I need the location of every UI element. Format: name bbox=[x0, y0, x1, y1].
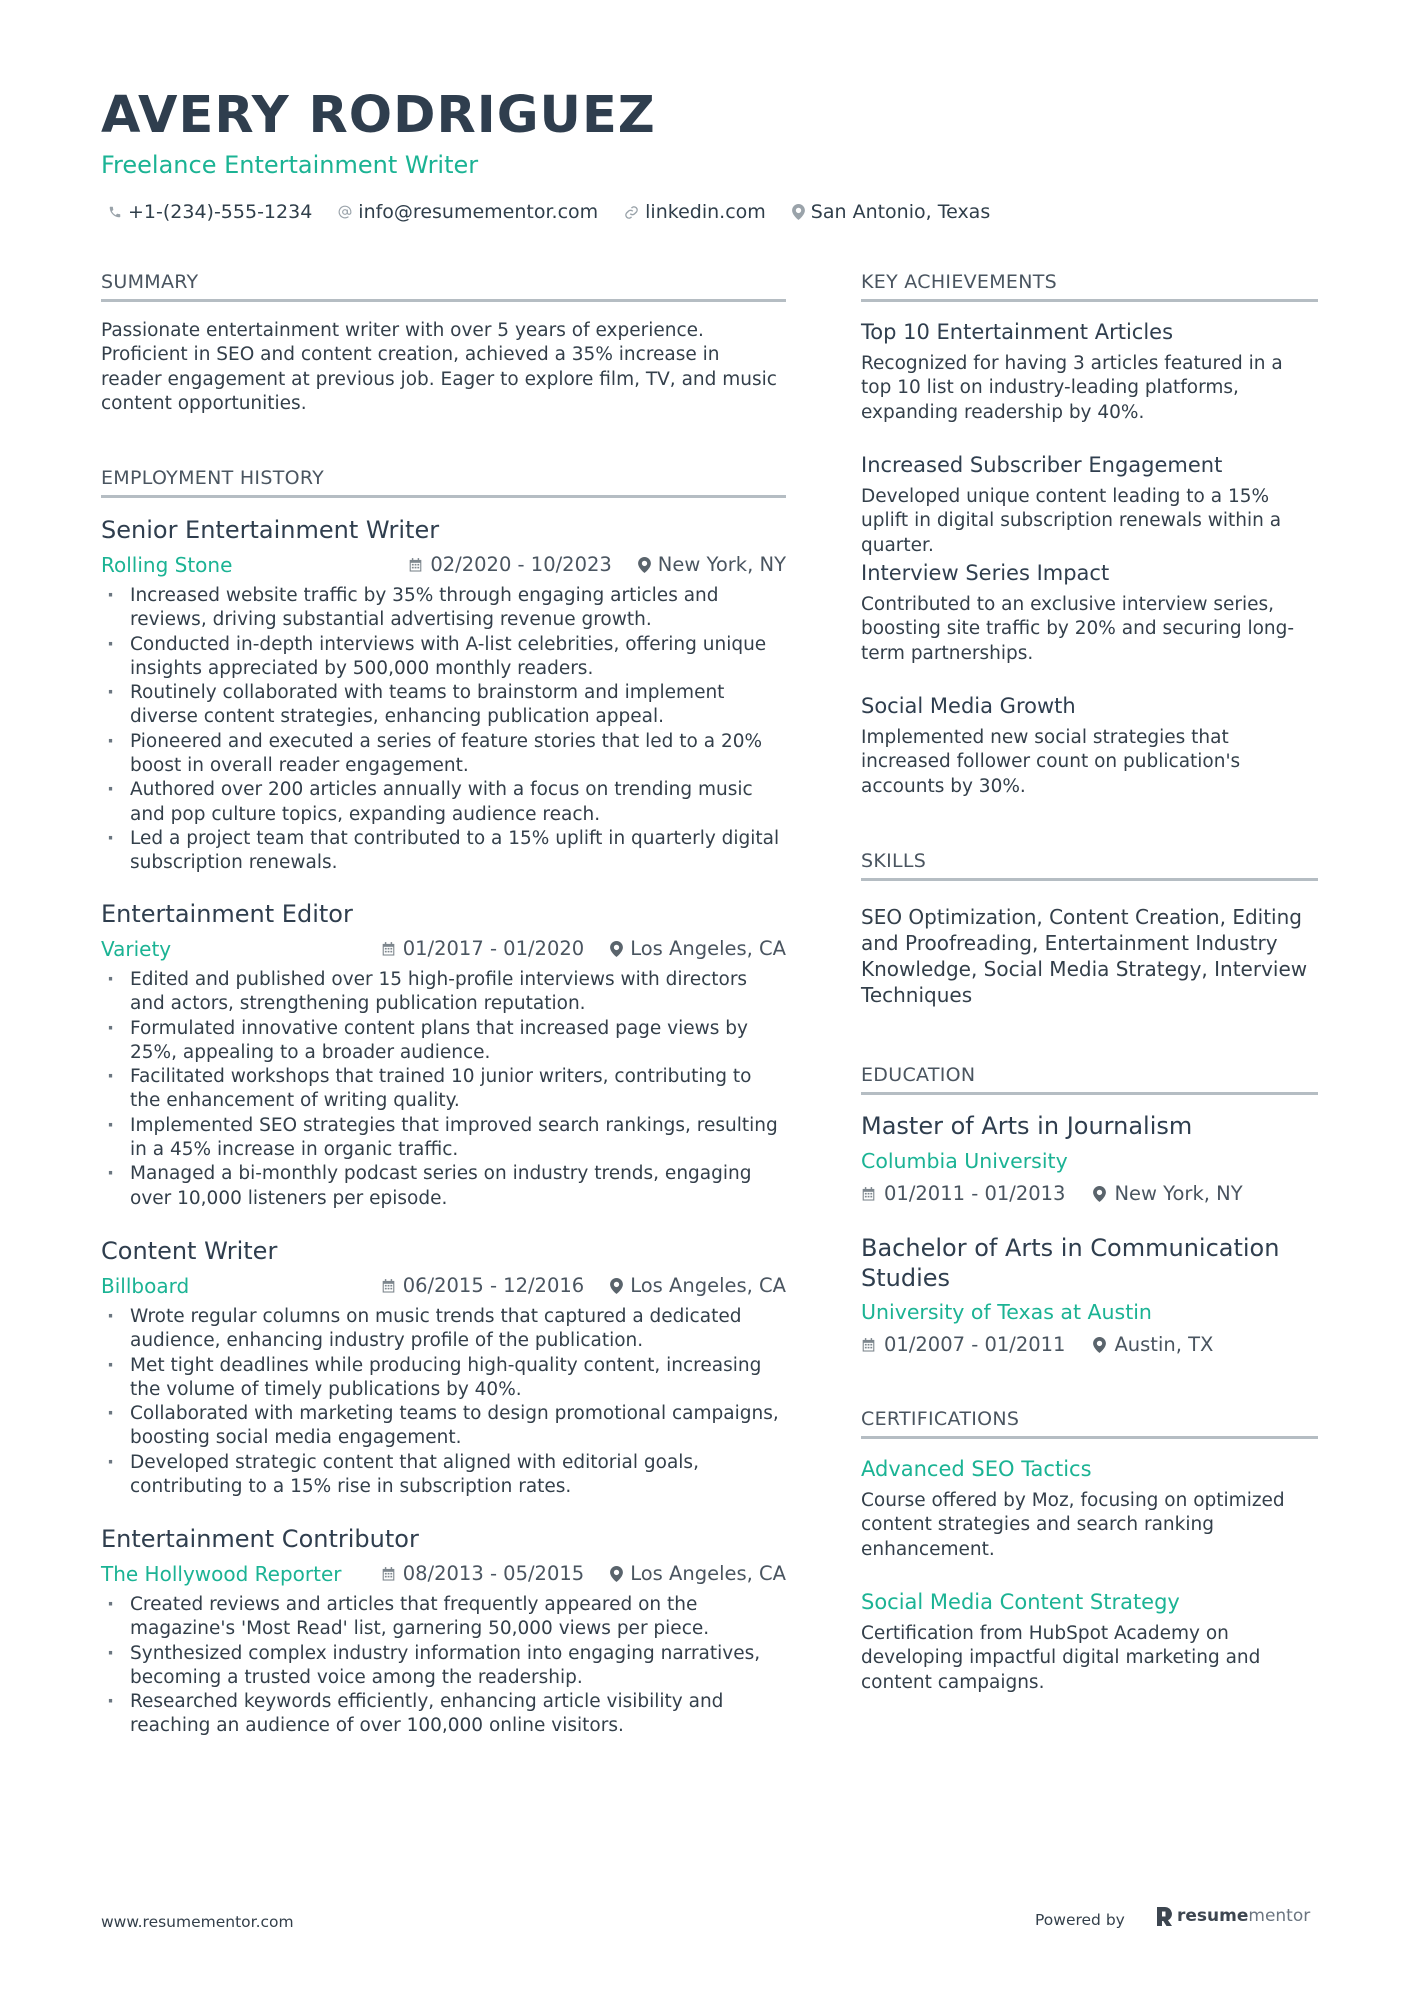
job-company: The Hollywood Reporter bbox=[101, 1562, 342, 1586]
calendar-icon bbox=[381, 1278, 396, 1294]
email-text: info@resumementor.com bbox=[358, 201, 599, 223]
job-dates: 08/2013 - 05/2015 bbox=[402, 1562, 585, 1585]
resumementor-logo-icon bbox=[1157, 1907, 1172, 1926]
skills-text: SEO Optimization, Content Creation, Editing and Proofreading, Entertainment Industry Knowledge, Social Media Strategy, Interview Techniques bbox=[861, 905, 1308, 1007]
achievements-heading: KEY ACHIEVEMENTS bbox=[861, 270, 1318, 302]
location-text: San Antonio, Texas bbox=[810, 201, 991, 223]
list-item: · Routinely collaborated with teams to brainstorm and implement diverse content strategies, enhancing publication appeal. bbox=[101, 681, 786, 730]
education-degree: Bachelor of Arts in Communication Studies bbox=[861, 1234, 1280, 1292]
list-item: · Increased website traffic by 35% through engaging articles and reviews, driving substantial advertising revenue growth. bbox=[101, 584, 786, 633]
achievement-title: Top 10 Entertainment Articles bbox=[861, 320, 1174, 344]
contact-phone[interactable] bbox=[108, 199, 312, 225]
list-item: · Researched keywords efficiently, enhancing article visibility and reaching an audience of over 100,000 online visitors. bbox=[101, 1690, 786, 1739]
map-pin-icon bbox=[1093, 1337, 1106, 1353]
achievement-title: Social Media Growth bbox=[861, 694, 1076, 718]
powered-by-label: Powered by bbox=[1035, 1911, 1125, 1929]
list-item: · Wrote regular columns on music trends that captured a dedicated audience, enhancing industry profile of the publication. bbox=[101, 1305, 786, 1354]
certification-desc: Certification from HubSpot Academy on developing impactful digital marketing and content campaigns. bbox=[861, 1623, 1261, 1693]
list-item: · Met tight deadlines while producing high-quality content, increasing the volume of timely publications by 40%. bbox=[101, 1354, 786, 1403]
phone-text: +1-(234)-555-1234 bbox=[128, 201, 313, 223]
map-pin-icon bbox=[610, 1566, 623, 1582]
education-location: Austin, TX bbox=[1114, 1333, 1214, 1356]
list-item: · Synthesized complex industry information into engaging narratives, becoming a trusted voice among the readership. bbox=[101, 1642, 786, 1691]
education-dates: 01/2011 - 01/2013 bbox=[884, 1182, 1066, 1205]
job-location: Los Angeles, CA bbox=[630, 1274, 786, 1297]
list-item: · Managed a bi-monthly podcast series on industry trends, engaging over 10,000 listeners per episode. bbox=[101, 1162, 786, 1211]
list-item: · Facilitated workshops that trained 10 junior writers, contributing to the enhancement of writing quality. bbox=[101, 1065, 786, 1114]
education-school: Columbia University bbox=[861, 1149, 1068, 1173]
brand-name-bold: resume bbox=[1177, 1906, 1249, 1926]
education-meta bbox=[861, 1180, 1243, 1208]
contact-email[interactable] bbox=[338, 199, 598, 225]
calendar-icon bbox=[381, 1566, 396, 1582]
job-dates: 02/2020 - 10/2023 bbox=[430, 553, 612, 576]
contact-location bbox=[792, 199, 990, 225]
job-bullets bbox=[101, 968, 786, 1211]
education-meta bbox=[861, 1331, 1213, 1359]
candidate-role: Freelance Entertainment Writer bbox=[101, 151, 479, 179]
certification-title: Advanced SEO Tactics bbox=[861, 1457, 1092, 1481]
education-heading: EDUCATION bbox=[861, 1063, 1318, 1095]
contact-linkedin[interactable] bbox=[624, 199, 766, 225]
map-pin-icon bbox=[792, 204, 805, 220]
list-item: · Implemented SEO strategies that improved search rankings, resulting in a 45% increase in organic traffic. bbox=[101, 1114, 786, 1163]
job-location: Los Angeles, CA bbox=[630, 1562, 786, 1585]
summary-text: Passionate entertainment writer with over 5 years of experience. Proficient in SEO and content creation, achieved a 35% increase in reader engagement at previous job. Eager to explore film, TV, and music content opportunities. bbox=[101, 320, 777, 414]
list-item: · Authored over 200 articles annually with a focus on trending music and pop culture topics, expanding audience reach. bbox=[101, 778, 786, 827]
job-location: Los Angeles, CA bbox=[630, 937, 786, 960]
list-item: · Led a project team that contributed to a 15% uplift in quarterly digital subscription renewals. bbox=[101, 827, 786, 876]
calendar-icon bbox=[861, 1337, 876, 1353]
certification-title: Social Media Content Strategy bbox=[861, 1590, 1180, 1614]
skills-heading: SKILLS bbox=[861, 849, 1318, 881]
job-bullets bbox=[101, 1593, 786, 1739]
calendar-icon bbox=[381, 941, 396, 957]
achievement-title: Interview Series Impact bbox=[861, 561, 1110, 585]
map-pin-icon bbox=[610, 1278, 623, 1294]
list-item: · Conducted in-depth interviews with A-list celebrities, offering unique insights appreciated by 500,000 monthly readers. bbox=[101, 633, 786, 682]
footer-url[interactable]: www.resumementor.com bbox=[101, 1913, 294, 1931]
job-meta bbox=[101, 1271, 786, 1301]
list-item: · Collaborated with marketing teams to design promotional campaigns, boosting social media engagement. bbox=[101, 1402, 786, 1451]
job-company: Variety bbox=[101, 937, 172, 961]
job-company: Rolling Stone bbox=[101, 553, 233, 577]
education-school: University of Texas at Austin bbox=[861, 1300, 1152, 1324]
achievement-desc: Developed unique content leading to a 15% uplift in digital subscription renewals within a quarter. bbox=[861, 486, 1282, 556]
certification-desc: Course offered by Moz, focusing on optimized content strategies and search ranking enhancement. bbox=[861, 1490, 1285, 1560]
job-title: Entertainment Editor bbox=[101, 900, 353, 928]
achievement-desc: Contributed to an exclusive interview series, boosting site traffic by 20% and securing long-term partnerships. bbox=[861, 594, 1295, 664]
certifications-heading: CERTIFICATIONS bbox=[861, 1407, 1318, 1439]
candidate-name: AVERY RODRIGUEZ bbox=[101, 86, 656, 145]
job-dates: 01/2017 - 01/2020 bbox=[402, 937, 585, 960]
list-item: · Pioneered and executed a series of feature stories that led to a 20% boost in overall reader engagement. bbox=[101, 730, 786, 779]
job-bullets bbox=[101, 584, 786, 876]
map-pin-icon bbox=[638, 557, 651, 573]
list-item: · Formulated innovative content plans that increased page views by 25%, appealing to a broader audience. bbox=[101, 1017, 786, 1066]
linkedin-text: linkedin.com bbox=[645, 201, 766, 223]
list-item: · Created reviews and articles that frequently appeared on the magazine's 'Most Read' list, garnering 50,000 views per piece. bbox=[101, 1593, 786, 1642]
map-pin-icon bbox=[1093, 1186, 1106, 1202]
education-dates: 01/2007 - 01/2011 bbox=[884, 1333, 1066, 1356]
phone-icon bbox=[108, 205, 122, 219]
job-meta bbox=[101, 934, 786, 964]
list-item: · Edited and published over 15 high-profile interviews with directors and actors, strengthening publication reputation. bbox=[101, 968, 786, 1017]
at-icon bbox=[338, 205, 352, 219]
contact-bar bbox=[108, 199, 1016, 225]
summary-heading: SUMMARY bbox=[101, 270, 786, 302]
list-item: · Developed strategic content that aligned with editorial goals, contributing to a 15% rise in subscription rates. bbox=[101, 1451, 786, 1500]
map-pin-icon bbox=[610, 941, 623, 957]
job-meta bbox=[101, 550, 786, 580]
job-dates: 06/2015 - 12/2016 bbox=[402, 1274, 585, 1297]
brand-name-light: mentor bbox=[1248, 1906, 1311, 1926]
education-location: New York, NY bbox=[1114, 1182, 1243, 1205]
job-location: New York, NY bbox=[657, 553, 786, 576]
job-title: Senior Entertainment Writer bbox=[101, 516, 440, 544]
brand-logo[interactable] bbox=[1157, 1906, 1310, 1926]
job-title: Entertainment Contributor bbox=[101, 1525, 419, 1553]
calendar-icon bbox=[408, 557, 423, 573]
achievement-title: Increased Subscriber Engagement bbox=[861, 453, 1223, 477]
achievement-desc: Recognized for having 3 articles featured in a top 10 list on industry-leading platforms, expanding readership by 40%. bbox=[861, 353, 1283, 423]
job-meta bbox=[101, 1559, 786, 1589]
employment-heading: EMPLOYMENT HISTORY bbox=[101, 466, 786, 498]
education-degree: Master of Arts in Journalism bbox=[861, 1112, 1193, 1140]
job-title: Content Writer bbox=[101, 1237, 278, 1265]
link-icon bbox=[624, 205, 639, 220]
calendar-icon bbox=[861, 1186, 876, 1202]
job-bullets bbox=[101, 1305, 786, 1499]
job-company: Billboard bbox=[101, 1274, 190, 1298]
achievement-desc: Implemented new social strategies that increased follower count on publication's accounts by 30%. bbox=[861, 727, 1241, 797]
